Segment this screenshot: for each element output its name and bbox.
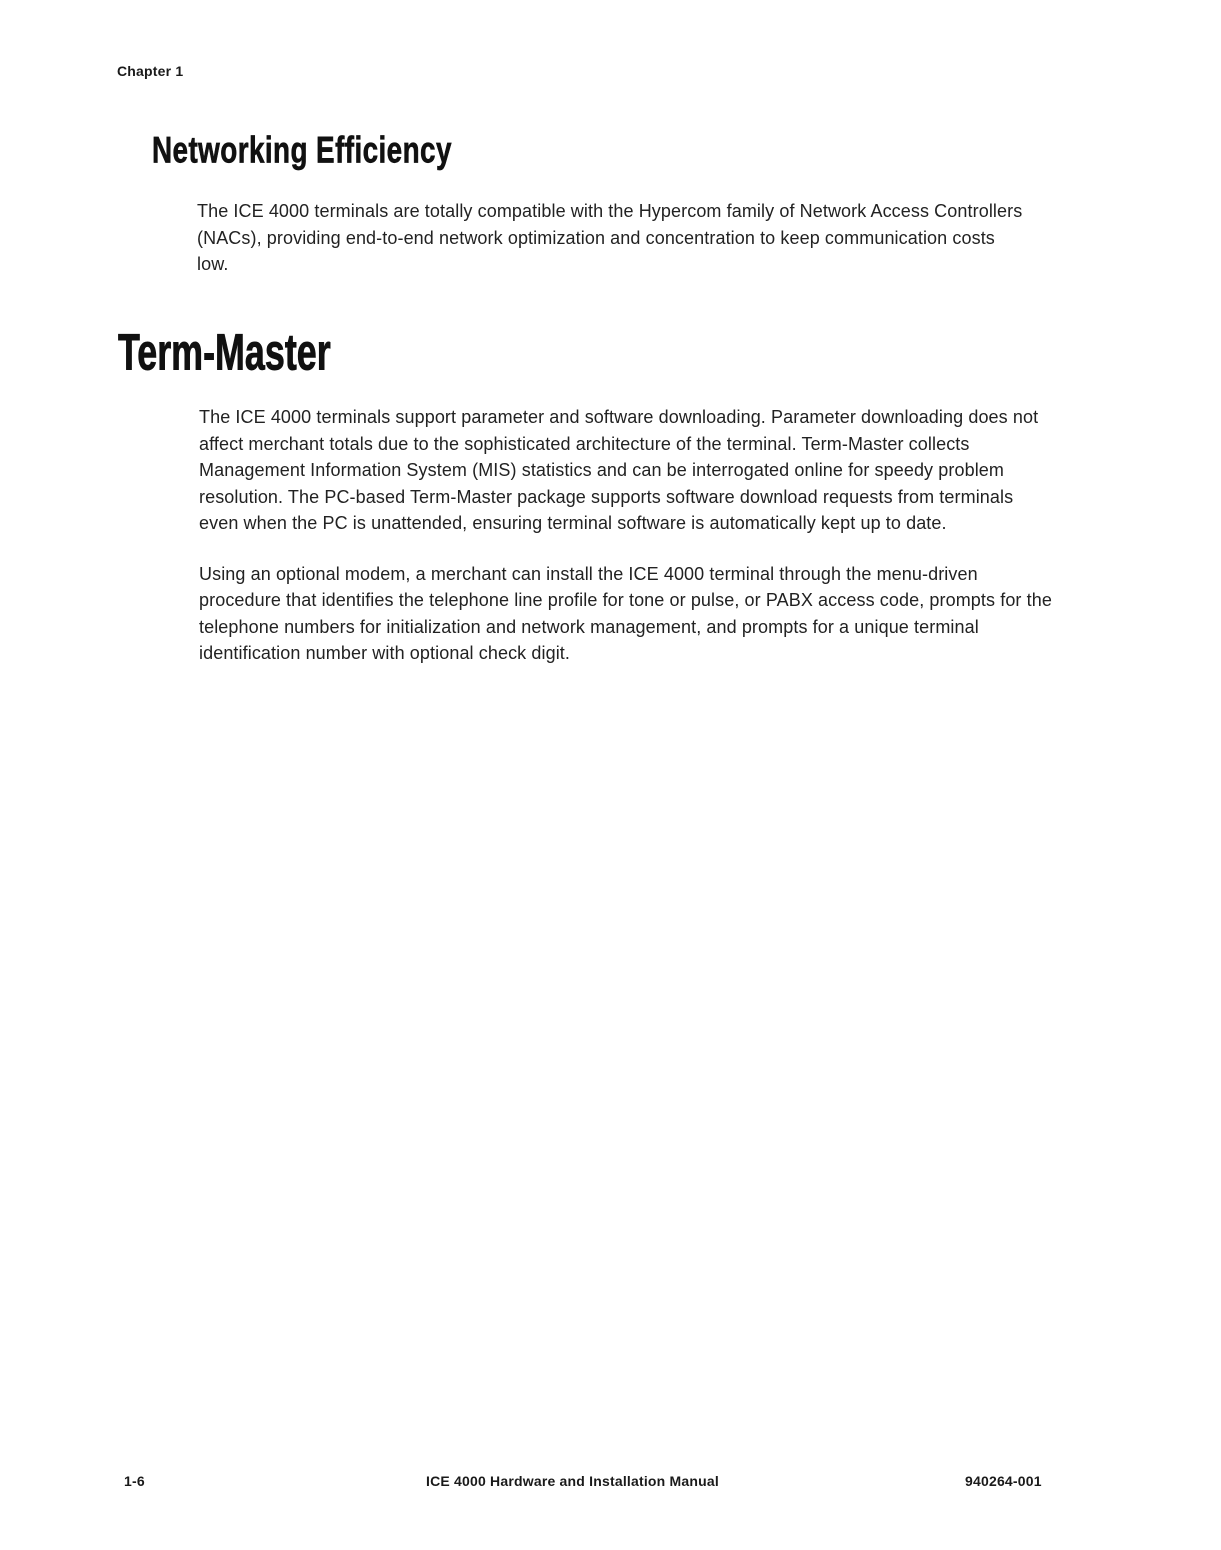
section-networking-efficiency-body <box>197 198 1027 278</box>
paragraph: Using an optional modem, a merchant can install the ICE 4000 terminal through the menu-driven procedure that identifies the telephone line profile for tone or pulse, or PABX access code, prompts for the telephone numbers for initialization and network management, and prompts for a unique terminal identification number with optional check digit. <box>199 563 1052 663</box>
section-heading: Term-Master <box>118 323 331 381</box>
page-number: 1-6 <box>124 1473 145 1489</box>
section-term-master <box>118 322 1018 381</box>
paragraph: The ICE 4000 terminals are totally compatible with the Hypercom family of Network Access Controllers (NACs), providing end-to-end network optimization and concentration to keep communication costs low. <box>197 201 1023 274</box>
manual-title: ICE 4000 Hardware and Installation Manual <box>426 1473 719 1489</box>
paragraph: The ICE 4000 terminals support parameter and software downloading. Parameter downloading does not affect merchant totals due to the sophisticated architecture of the terminal. Term-Master collects Management Information System (MIS) statistics and can be interrogated online for speedy problem resolution. The PC-based Term-Master package supports software download requests from terminals even when the PC is unattended, ensuring terminal software is automatically kept up to date. <box>199 407 1039 533</box>
document-number: 940264-001 <box>965 1473 1042 1489</box>
chapter-label: Chapter 1 <box>117 63 184 79</box>
section-networking-efficiency <box>152 130 1052 172</box>
section-term-master-body <box>199 404 1057 667</box>
section-heading: Networking Efficiency <box>152 130 452 172</box>
